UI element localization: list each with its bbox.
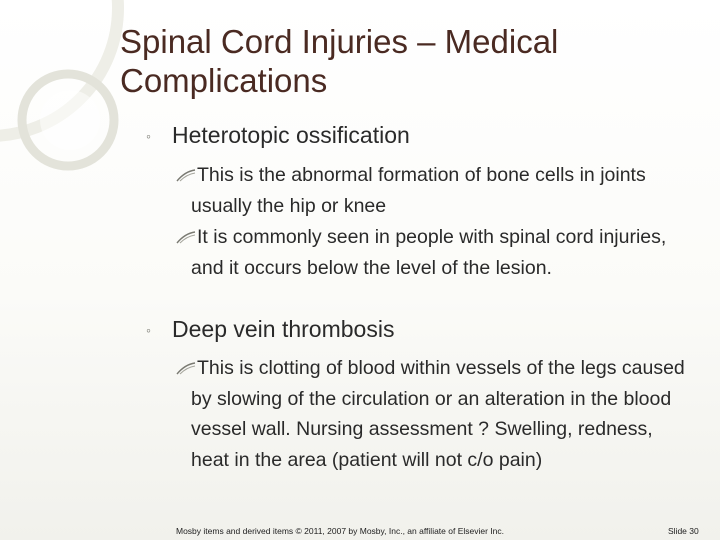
bullet-text: It is commonly seen in people with spinal cord injuries, and it occurs below the level of the lesion. bbox=[191, 226, 667, 279]
section-heading-text: Heterotopic ossification bbox=[172, 122, 410, 148]
swoosh-bullet-icon bbox=[176, 362, 196, 376]
bullet-point bbox=[176, 222, 696, 283]
bullet-point bbox=[176, 160, 696, 221]
bullet-text: This is the abnormal formation of bone cells in joints usually the hip or knee bbox=[191, 164, 646, 217]
section-heading-text: Deep vein thrombosis bbox=[172, 316, 395, 342]
bullet-text: This is clotting of blood within vessels of the legs caused by slowing of the circulation or an alteration in the blood vessel wall. Nursing assessment ? Swelling, redness, heat in the area (patient will not c/o pain) bbox=[191, 357, 685, 471]
footer-copyright: Mosby items and derived items © 2011, 2007 by Mosby, Inc., an affiliate of Elsevier Inc. bbox=[176, 526, 505, 536]
decor-ring-inner bbox=[40, 90, 100, 150]
swoosh-bullet-icon bbox=[176, 231, 196, 245]
slide-number: Slide 30 bbox=[668, 526, 699, 536]
bullet-point bbox=[176, 353, 696, 475]
ring-bullet-icon: ◦ bbox=[146, 322, 151, 338]
swoosh-bullet-icon bbox=[176, 169, 196, 183]
ring-bullet-icon: ◦ bbox=[146, 128, 151, 144]
section-heading-dvt bbox=[148, 315, 708, 343]
slide-title: Spinal Cord Injuries – Medical Complications bbox=[120, 23, 559, 99]
section-heading-heterotopic bbox=[148, 121, 708, 149]
